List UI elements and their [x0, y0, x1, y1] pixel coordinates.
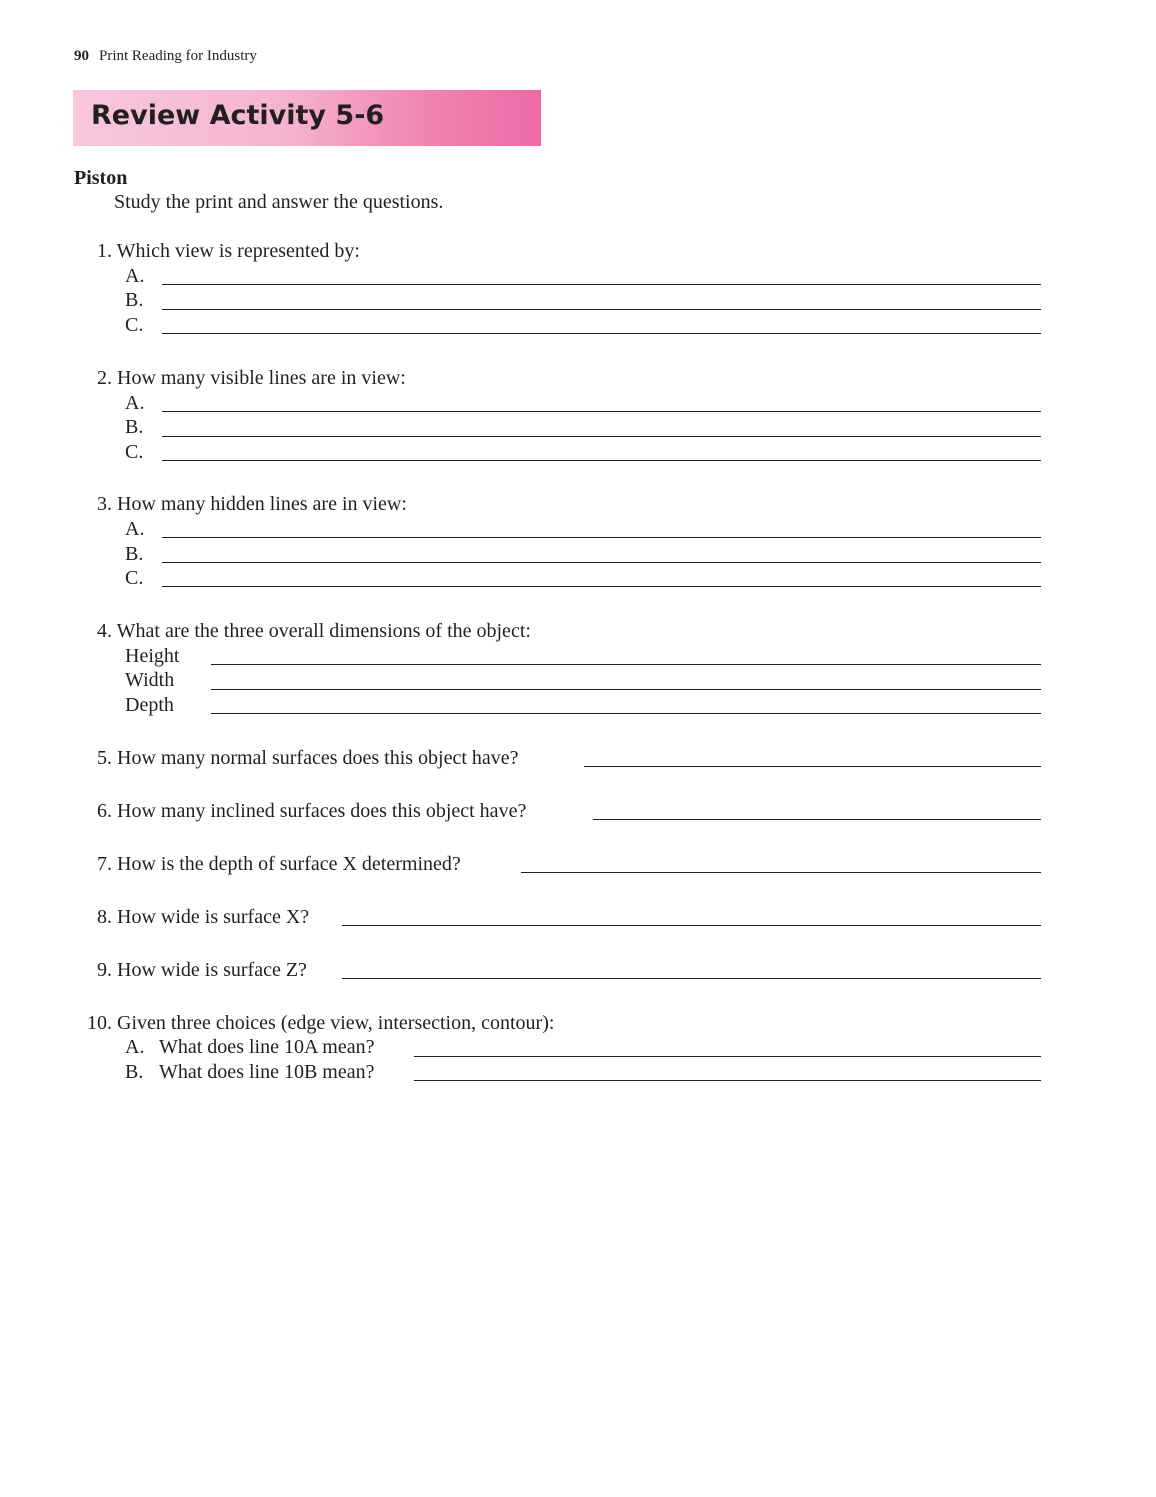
question-text: How is the depth of surface X determined?	[117, 853, 461, 875]
question-6	[97, 799, 526, 823]
question-4	[97, 619, 531, 643]
question-5	[97, 746, 519, 770]
question-number: 9.	[97, 959, 112, 981]
answer-line-10b[interactable]	[414, 1080, 1041, 1081]
item-label: B.	[125, 543, 144, 565]
answer-line-8[interactable]	[342, 925, 1041, 926]
question-text: How wide is surface X?	[117, 906, 310, 928]
question-number: 7.	[97, 853, 112, 875]
question-2	[97, 366, 406, 390]
question-text: How many normal surfaces does this object have?	[117, 747, 519, 769]
item-label: C.	[125, 314, 144, 336]
question-text: How many visible lines are in view:	[117, 367, 406, 389]
item-text: What does line 10A mean?	[159, 1036, 375, 1058]
question-8	[97, 905, 309, 929]
answer-line-3a[interactable]	[162, 537, 1041, 538]
answer-line-2a[interactable]	[162, 411, 1041, 412]
item-text: What does line 10B mean?	[159, 1061, 375, 1083]
answer-line-3c[interactable]	[162, 586, 1041, 587]
question-text: Given three choices (edge view, intersection, contour):	[117, 1012, 555, 1034]
answer-line-2c[interactable]	[162, 460, 1041, 461]
item-label: B.	[125, 289, 144, 311]
item-label: Width	[125, 669, 175, 691]
item-label: A.	[125, 392, 145, 414]
question-number: 4.	[97, 620, 112, 642]
answer-line-1b[interactable]	[162, 309, 1041, 310]
item-label: Height	[125, 645, 180, 667]
question-number: 3.	[97, 493, 112, 515]
question-text: What are the three overall dimensions of the object:	[116, 620, 531, 642]
question-number: 10.	[87, 1012, 112, 1034]
question-text: How many inclined surfaces does this object have?	[117, 800, 527, 822]
item-label: A.	[125, 1036, 145, 1058]
question-text: Which view is represented by:	[116, 240, 360, 262]
item-label: C.	[125, 567, 144, 589]
answer-line-9[interactable]	[342, 978, 1041, 979]
item-label: B.	[125, 416, 144, 438]
answer-line-width[interactable]	[211, 689, 1041, 690]
question-10	[87, 1011, 554, 1035]
activity-title: Review Activity 5-6	[91, 100, 385, 131]
answer-line-7[interactable]	[521, 872, 1041, 873]
answer-line-depth[interactable]	[211, 713, 1041, 714]
page-number: 90	[74, 48, 89, 64]
section-title: Piston	[74, 167, 128, 189]
answer-line-1c[interactable]	[162, 333, 1041, 334]
item-label: B.	[125, 1061, 144, 1083]
item-label: A.	[125, 518, 145, 540]
answer-line-5[interactable]	[584, 766, 1041, 767]
question-number: 6.	[97, 800, 112, 822]
answer-line-6[interactable]	[593, 819, 1041, 820]
item-label: Depth	[125, 694, 174, 716]
answer-line-1a[interactable]	[162, 284, 1041, 285]
running-header	[74, 48, 257, 65]
question-number: 1.	[97, 240, 112, 262]
question-3	[97, 492, 407, 516]
activity-banner	[73, 90, 541, 146]
answer-line-3b[interactable]	[162, 562, 1041, 563]
question-number: 5.	[97, 747, 112, 769]
instruction-text: Study the print and answer the questions.	[114, 191, 444, 213]
question-7	[97, 852, 461, 876]
answer-line-10a[interactable]	[414, 1056, 1041, 1057]
question-text: How many hidden lines are in view:	[117, 493, 407, 515]
question-text: How wide is surface Z?	[117, 959, 307, 981]
question-1	[97, 239, 360, 263]
question-9	[97, 958, 307, 982]
item-label: A.	[125, 265, 145, 287]
answer-line-height[interactable]	[211, 664, 1041, 665]
question-number: 8.	[97, 906, 112, 928]
item-label: C.	[125, 441, 144, 463]
question-number: 2.	[97, 367, 112, 389]
book-title: Print Reading for Industry	[99, 48, 257, 64]
answer-line-2b[interactable]	[162, 436, 1041, 437]
